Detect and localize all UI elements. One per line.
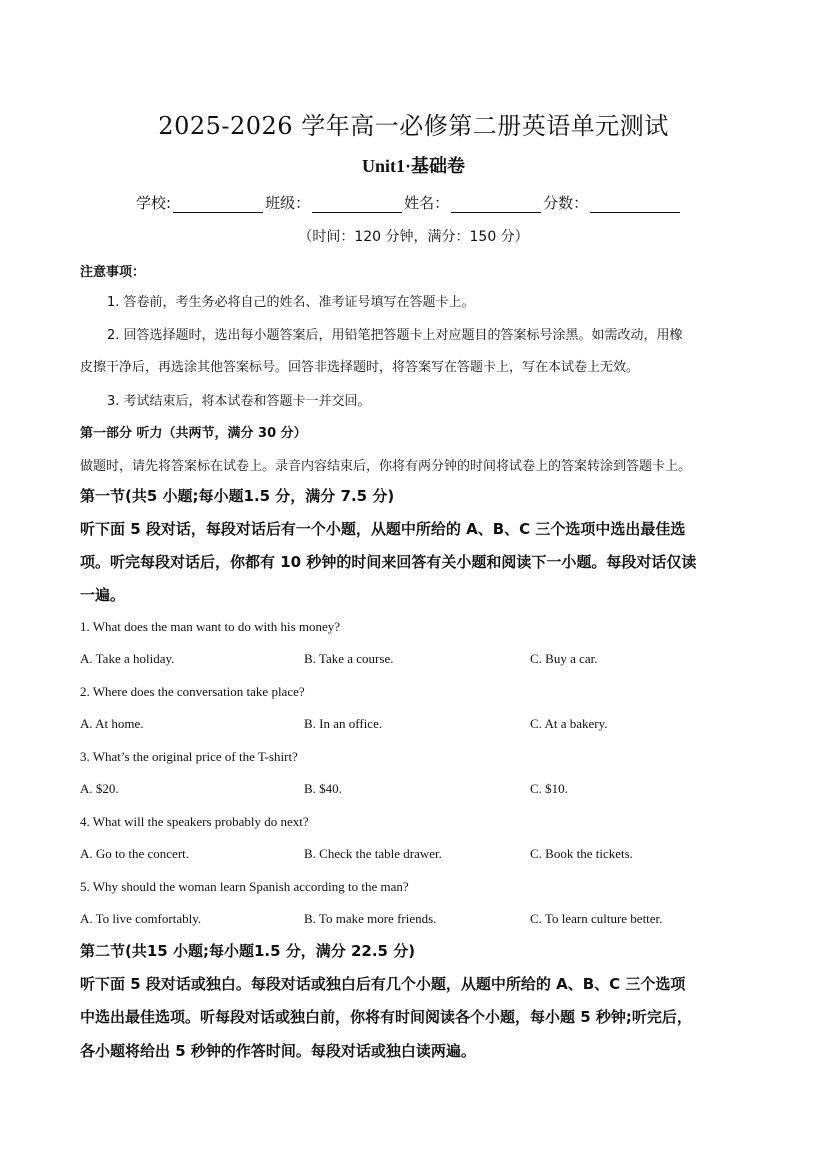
school-label: 学校: bbox=[136, 194, 172, 212]
section1-instruction-line: 一遍。 bbox=[80, 586, 126, 604]
class-label: 班级： bbox=[265, 194, 311, 212]
part1-description: 做题时，请先将答案标在试卷上。录音内容结束后，你将有两分钟的时间将试卷上的答案转涂到答题卡上。 bbox=[80, 459, 692, 474]
question-4: 4. What will the speakers probably do next? bbox=[80, 814, 309, 829]
notice-item-2-continued: 皮擦干净后，再选涂其他答案标号。回答非选择题时，将答案写在答题卡上，写在本试卷上无效。 bbox=[80, 360, 640, 375]
section2-instruction-line: 各小题将给出 5 秒钟的作答时间。每段对话或独白读两遍。 bbox=[80, 1042, 476, 1060]
score-blank[interactable] bbox=[590, 196, 680, 213]
name-blank[interactable] bbox=[451, 196, 541, 213]
section2-heading: 第二节(共15 小题;每小题1.5 分，满分 22.5 分) bbox=[80, 942, 416, 960]
school-blank[interactable] bbox=[173, 196, 263, 213]
section1-instruction-line: 听下面 5 段对话，每段对话后有一个小题，从题中所给的 A、B、C 三个选项中选出最佳选 bbox=[80, 520, 686, 538]
notice-item-2: 2. 回答选择题时，选出每小题答案后，用铅笔把答题卡上对应题目的答案标号涂黑。如需改动，用橡 bbox=[107, 328, 683, 343]
question-4-option-a: A. Go to the concert. bbox=[80, 846, 190, 861]
question-1-option-c: C. Buy a car. bbox=[530, 651, 598, 666]
question-1: 1. What does the man want to do with his money? bbox=[80, 619, 341, 634]
time-info: （时间：120 分钟，满分：150 分） bbox=[298, 229, 529, 245]
section2-instruction-line: 听下面 5 段对话或独白。每段对话或独白后有几个小题，从题中所给的 A、B、C 三个选项 bbox=[80, 975, 686, 993]
question-1-option-a: A. Take a holiday. bbox=[80, 651, 175, 666]
question-4-option-c: C. Book the tickets. bbox=[530, 846, 633, 861]
question-5: 5. Why should the woman learn Spanish according to the man? bbox=[80, 879, 409, 894]
question-5-option-c: C. To learn culture better. bbox=[530, 911, 663, 926]
question-5-option-b: B. To make more friends. bbox=[304, 911, 437, 926]
section2-instruction-line: 中选出最佳选项。听每段对话或独白前，你将有时间阅读各个小题，每小题 5 秒钟;听完后， bbox=[80, 1008, 692, 1026]
question-1-option-b: B. Take a course. bbox=[304, 651, 394, 666]
section1-heading: 第一节(共5 小题;每小题1.5 分，满分 7.5 分) bbox=[80, 487, 395, 505]
question-2-option-b: B. In an office. bbox=[304, 716, 383, 731]
name-label: 姓名： bbox=[404, 194, 450, 212]
question-3-option-a: A. $20. bbox=[80, 781, 119, 796]
question-2-option-c: C. At a bakery. bbox=[530, 716, 608, 731]
notice-title: 注意事项： bbox=[80, 265, 146, 280]
section1-instruction-line: 项。听完每段对话后，你都有 10 秒钟的时间来回答有关小题和阅读下一小题。每段对话仅读 bbox=[80, 553, 697, 571]
document-title: 2025-2026 学年高一必修第二册英语单元测试 bbox=[158, 112, 669, 140]
question-5-option-a: A. To live comfortably. bbox=[80, 911, 202, 926]
question-2: 2. Where does the conversation take place? bbox=[80, 684, 305, 699]
notice-item-1: 1. 答卷前，考生务必将自己的姓名、准考证号填写在答题卡上。 bbox=[107, 295, 475, 310]
question-4-option-b: B. Check the table drawer. bbox=[304, 846, 442, 861]
part1-heading: 第一部分 听力（共两节，满分 30 分） bbox=[80, 426, 307, 441]
notice-item-3: 3. 考试结束后，将本试卷和答题卡一并交回。 bbox=[107, 394, 371, 409]
question-3-option-b: B. $40. bbox=[304, 781, 342, 796]
question-3: 3. What’s the original price of the T-shirt? bbox=[80, 749, 298, 764]
class-blank[interactable] bbox=[312, 196, 402, 213]
question-2-option-a: A. At home. bbox=[80, 716, 144, 731]
document-subtitle: Unit1·基础卷 bbox=[361, 156, 465, 176]
score-label: 分数： bbox=[543, 194, 589, 212]
question-3-option-c: C. $10. bbox=[530, 781, 568, 796]
info-fields bbox=[136, 192, 682, 213]
